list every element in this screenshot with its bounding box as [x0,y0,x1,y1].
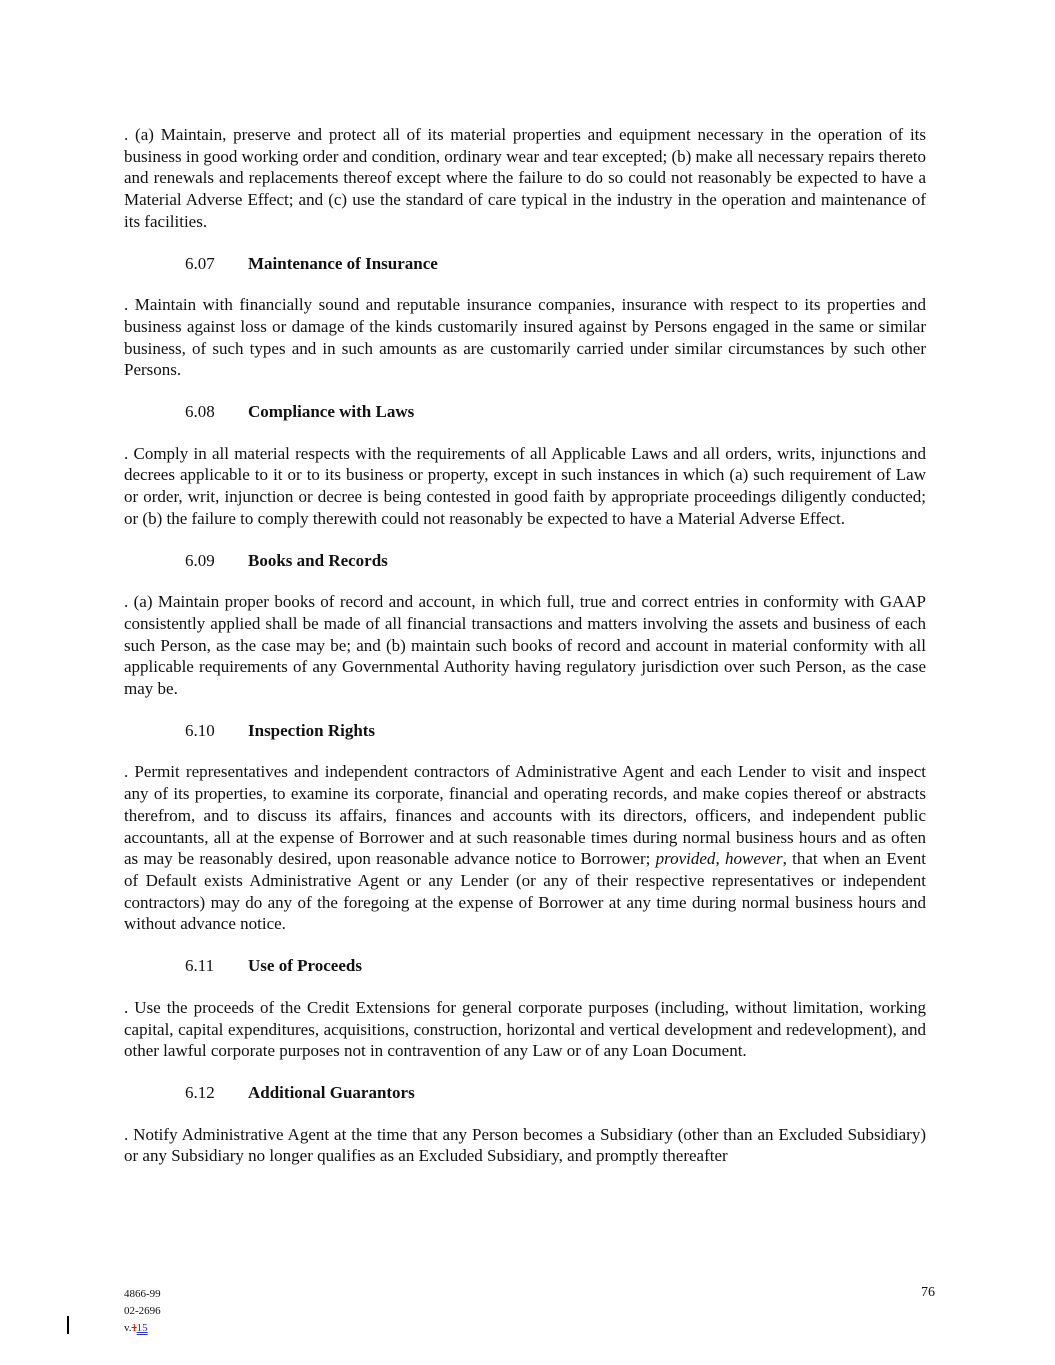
page-number: 76 [921,1285,935,1300]
section-number: 6.07 [185,253,215,273]
body-text: . Permit representatives and independent contractors of Administrative Agent and each Lender to visit and inspect any of its properties, to examine its corporate, financial and operating records, and make copies thereof or abstracts therefrom, and to discuss its affairs, finances and accounts with its directors, officers, and independent public accountants, all at the expense of Borrower and at such reasonable times during normal business hours and as often as may be reasonably desired, upon reasonable advance notice to Borrower; [124,762,926,869]
section-heading-6-12 [124,1082,926,1104]
version-prefix: v. [124,1322,132,1334]
section-number: 6.12 [185,1082,215,1102]
section-body-6-12: . Notify Administrative Agent at the time that any Person becomes a Subsidiary (other than an Excluded Subsidiary) or any Subsidiary no longer qualifies as an Excluded Subsidiary, and promptly thereafter [124,1124,926,1166]
body-text: , that when an Event of Default exists Administrative Agent or any Lender (or any of their respective representatives or independent contractors) may do any of the foregoing at the expense of Borrower at any time during normal business hours and without advance notice. [124,849,926,934]
italic-provided: provided [655,849,716,869]
italic-however: however [724,849,783,869]
section-title: Books and Records [248,550,388,570]
section-body-6-11: . Use the proceeds of the Credit Extensions for general corporate purposes (including, without limitation, working capital, capital expenditures, acquisitions, construction, horizontal and vertical development and redevelopment), and other lawful corporate purposes not in contravention of any Law or of any Loan Document. [124,997,926,1061]
footer-doc-id [124,1286,161,1337]
version-inserted: 15 [136,1322,148,1334]
section-number: 6.09 [185,550,215,570]
section-body-6-10 [124,761,926,935]
section-body-6-07: . Maintain with financially sound and reputable insurance companies, insurance with respect to its properties and business against loss or damage of the kinds customarily insured against by Persons engaged in the same or similar business, of such types and in such amounts as are customarily carried under similar circumstances by such other Persons. [124,295,926,380]
section-title: Maintenance of Insurance [248,253,438,273]
section-body-6-09: . (a) Maintain proper books of record and account, in which full, true and correct entries in conformity with GAAP consistently applied shall be made of all financial transactions and matters involving the assets and business of each such Person, as the case may be; and (b) maintain such books of record and account in material conformity with all applicable requirements of any Governmental Authority having regulatory jurisdiction over such Person, as the case may be. [124,592,926,699]
doc-id-line-1: 4866-99 [124,1288,161,1300]
section-heading-6-10 [124,720,926,742]
section-title: Additional Guarantors [248,1082,415,1102]
section-heading-6-09 [124,550,926,572]
section-number: 6.11 [185,956,215,976]
document-page [124,124,926,1167]
revision-change-bar [67,1316,69,1334]
section-number: 6.10 [185,720,215,740]
section-heading-6-08 [124,401,926,423]
intro-paragraph: . (a) Maintain, preserve and protect all of its material properties and equipment necessary in the operation of its business in good working order and condition, ordinary wear and tear excepted; (b) make all necessary repairs thereto and renewals and replacements thereof except where the failure to do so could not reasonably be expected to have a Material Adverse Effect; and (c) use the standard of care typical in the industry in the operation and maintenance of its facilities. [124,125,926,231]
separator: , [715,849,725,869]
section-heading-6-11 [124,955,926,977]
doc-version [124,1320,161,1337]
doc-id-line-2: 02-2696 [124,1305,161,1317]
section-number: 6.08 [185,402,215,422]
section-title: Use of Proceeds [248,956,362,976]
section-heading-6-07 [124,253,926,275]
section-title: Inspection Rights [248,720,376,740]
version-deleted: 1 [131,1322,137,1334]
section-body-6-08: . Comply in all material respects with the requirements of all Applicable Laws and all orders, writs, injunctions and decrees applicable to it or to its business or property, except in such instances in which (a) such requirement of Law or order, writ, injunction or decree is being contested in good faith by appropriate proceedings diligently conducted; or (b) the failure to comply therewith could not reasonably be expected to have a Material Adverse Effect. [124,443,926,528]
section-title: Compliance with Laws [248,402,415,422]
